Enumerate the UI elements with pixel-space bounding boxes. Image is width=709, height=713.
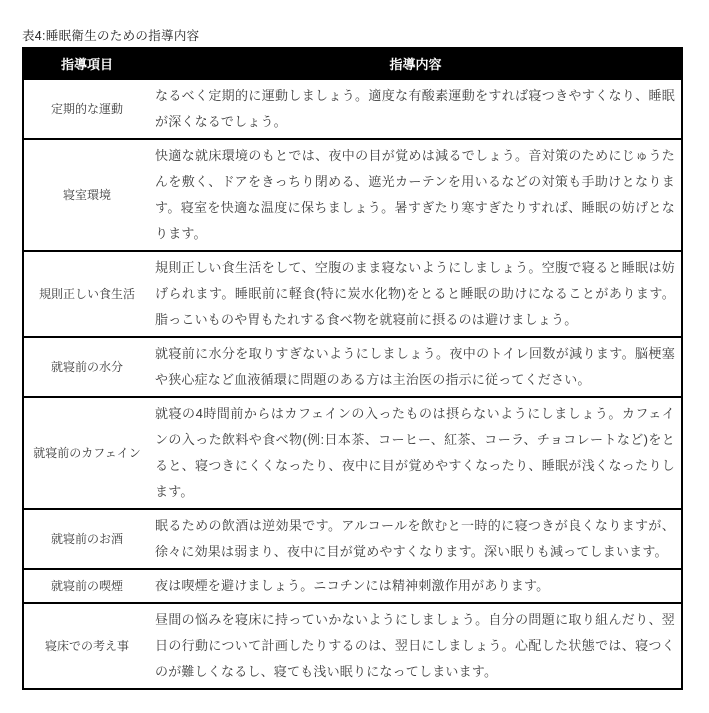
table-row [24,138,681,250]
guidance-content-cell: 夜は喫煙を避けましょう。ニコチンには精神刺激作用があります。 [155,578,550,593]
guidance-item-cell: 就寝前の喫煙 [50,579,123,593]
guidance-item-cell: 規則正しい食生活 [38,287,135,301]
guidance-content-cell: 快適な就床環境のもとでは、夜中の目が覚めは減るでしょう。音対策のためにじゅうたんを敷く、ドアをきっちり閉める、遮光カーテンを用いるなどの対策も手助けとなります。寝室を快適な温度に保ちましょう。暑すぎたり寒すぎたりすれば、睡眠の妨げとなります。 [155,148,675,241]
table-row [24,336,681,396]
guidance-item-cell: 寝室環境 [62,188,111,202]
guidance-item-cell: 就寝前のカフェイン [33,446,141,460]
table-row [24,602,681,688]
table-caption: 表4:睡眠衛生のための指導内容 [22,29,200,43]
guidance-content-cell: 就寝前に水分を取りすぎないようにしましょう。夜中のトイレ回数が減ります。脳梗塞や狭心症など血液循環に問題のある方は主治医の指示に従ってください。 [155,346,675,387]
table-row [24,508,681,568]
table-body [24,78,681,688]
table-row [24,568,681,602]
guidance-item-cell: 就寝前のお酒 [50,532,123,546]
table-row [24,250,681,336]
guidance-content-cell: 昼間の悩みを寝床に持っていかないようにしましょう。自分の問題に取り組んだり、翌日の行動について計画したりするのは、翌日にしましょう。心配した状態では、寝つくのが難しくなるし、寝ても浅い眠りになってしまいます。 [155,612,675,679]
sleep-hygiene-table [22,47,683,690]
guidance-item-cell: 寝床での考え事 [44,639,129,653]
column-header-guidance-item: 指導項目 [60,57,113,72]
guidance-content-cell: 規則正しい食生活をして、空腹のまま寝ないようにしましょう。空腹で寝ると睡眠は妨げられます。睡眠前に軽食(特に炭水化物)をとると睡眠の助けになることがあります。脂っこいものや胃もたれする食べ物を就寝前に摂るのは避けましょう。 [155,260,675,327]
guidance-item-cell: 定期的な運動 [50,102,123,116]
table-header-row [24,49,681,78]
guidance-content-cell: なるべく定期的に運動しましょう。適度な有酸素運動をすれば寝つきやすくなり、睡眠が深くなるでしょう。 [155,88,675,129]
column-header-guidance-content: 指導内容 [389,57,442,72]
table-row [24,396,681,508]
guidance-content-cell: 眠るための飲酒は逆効果です。アルコールを飲むと一時的に寝つきが良くなりますが、徐々に効果は弱まり、夜中に目が覚めやすくなります。深い眠りも減ってしまいます。 [155,518,675,559]
guidance-item-cell: 就寝前の水分 [50,360,123,374]
guidance-content-cell: 就寝の4時間前からはカフェインの入ったものは摂らないようにしましょう。カフェインの入った飲料や食べ物(例:日本茶、コーヒー、紅茶、コーラ、チョコレートなど)をとると、寝つきにくくなったり、夜中に目が覚めやすくなったり、睡眠が浅くなったりします。 [155,406,675,499]
table-row [24,78,681,138]
